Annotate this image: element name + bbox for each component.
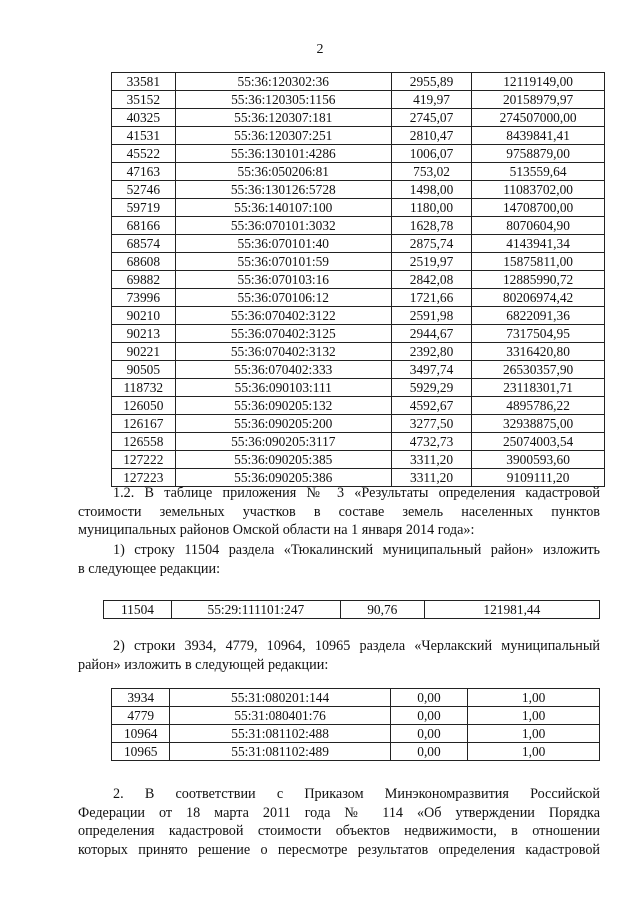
row-number-cell: 126558 [112,433,176,451]
cadastral-number-cell: 55:36:070402:3132 [175,343,391,361]
cadastral-value-cell: 15875811,00 [472,253,605,271]
cadastral-value-cell: 20158979,97 [472,91,605,109]
cadastral-value-cell: 9758879,00 [472,145,605,163]
paragraph-section-2 [78,785,600,859]
area-cell: 4732,73 [391,433,471,451]
area-cell: 0,00 [390,743,468,761]
cadastral-value-cell: 12885990,72 [472,271,605,289]
table-row [112,145,605,163]
row-number-cell: 40325 [112,109,176,127]
row-number-cell: 126167 [112,415,176,433]
cadastral-number-cell: 55:36:120305:1156 [175,91,391,109]
cadastral-number-cell: 55:36:070103:16 [175,271,391,289]
paragraph-line: муниципальных районов Омской области на 1 января 2014 года»: [78,522,475,538]
cadastral-number-cell: 55:36:090103:111 [175,379,391,397]
paragraph-1-2 [78,484,600,540]
row-number-cell: 10965 [112,743,170,761]
cadastral-value-cell: 8439841,41 [472,127,605,145]
row-number-cell: 126050 [112,397,176,415]
cadastral-value-cell: 23118301,71 [472,379,605,397]
paragraph-item-1 [78,541,600,578]
area-cell: 1006,07 [391,145,471,163]
cadastral-value-cell: 25074003,54 [472,433,605,451]
paragraph-line: Федерации от 18 марта 2011 года № 114 «Об утверждении Порядка [78,804,600,821]
paragraph-line: которых принято решение о пересмотре результатов определения кадастровой [78,841,600,858]
table-row [112,343,605,361]
row-number-cell: 68166 [112,217,176,235]
cadastral-number-cell: 55:36:070402:3125 [175,325,391,343]
table-row [112,217,605,235]
cadastral-value-cell: 4143941,34 [472,235,605,253]
area-cell: 2392,80 [391,343,471,361]
cadastral-value-cell: 4895786,22 [472,397,605,415]
table-row [112,307,605,325]
area-cell: 2842,08 [391,271,471,289]
row-number-cell: 35152 [112,91,176,109]
paragraph-item-2 [78,637,600,674]
cadastral-number-cell: 55:31:081102:488 [170,725,390,743]
area-cell: 3497,74 [391,361,471,379]
area-cell: 5929,29 [391,379,471,397]
cadastral-value-cell: 11083702,00 [472,181,605,199]
row-number-cell: 127222 [112,451,176,469]
row-number-cell: 33581 [112,73,176,91]
paragraph-line: 1.2. В таблице приложения № 3 «Результаты определения кадастровой [113,485,600,501]
cadastral-number-cell: 55:31:080401:76 [170,707,390,725]
cadastral-number-cell: 55:36:050206:81 [175,163,391,181]
cadastral-number-cell: 55:36:140107:100 [175,199,391,217]
area-cell: 2944,67 [391,325,471,343]
cadastral-value-cell: 32938875,00 [472,415,605,433]
tyukalinsky-row-table-body [104,601,600,619]
cadastral-value-table [111,72,605,487]
cadastral-value-cell: 12119149,00 [472,73,605,91]
cadastral-value-cell: 14708700,00 [472,199,605,217]
cadastral-number-cell: 55:36:070402:333 [175,361,391,379]
table-row [104,601,600,619]
row-number-cell: 73996 [112,289,176,307]
cadastral-number-cell: 55:36:070101:40 [175,235,391,253]
cadastral-number-cell: 55:36:090205:132 [175,397,391,415]
area-cell: 2955,89 [391,73,471,91]
area-cell: 753,02 [391,163,471,181]
area-cell: 3311,20 [391,469,471,487]
row-number-cell: 10964 [112,725,170,743]
table-row [112,91,605,109]
row-number-cell: 59719 [112,199,176,217]
cadastral-value-cell: 26530357,90 [472,361,605,379]
row-number-cell: 90210 [112,307,176,325]
table-row [112,433,605,451]
cadastral-value-cell: 121981,44 [424,601,599,619]
cadastral-number-cell: 55:36:090205:200 [175,415,391,433]
table-row [112,689,600,707]
paragraph-line: район» изложить в следующей редакции: [78,656,329,673]
cadastral-value-cell: 8070604,90 [472,217,605,235]
table-row [112,743,600,761]
cadastral-number-cell: 55:36:120307:181 [175,109,391,127]
cadastral-value-cell: 6822091,36 [472,307,605,325]
paragraph-line: стоимости земельных участков в составе земель населенных пунктов [78,503,600,520]
table-row [112,379,605,397]
row-number-cell: 118732 [112,379,176,397]
cadastral-number-cell: 55:36:070402:3122 [175,307,391,325]
table-row [112,109,605,127]
area-cell: 3277,50 [391,415,471,433]
tyukalinsky-row-table [103,600,600,619]
table-row [112,289,605,307]
cadastral-number-cell: 55:36:090205:385 [175,451,391,469]
table-row [112,397,605,415]
row-number-cell: 47163 [112,163,176,181]
area-cell: 1498,00 [391,181,471,199]
cherlaksky-rows-table [111,688,600,761]
cadastral-value-cell: 1,00 [468,689,600,707]
area-cell: 90,76 [340,601,424,619]
cadastral-number-cell: 55:31:081102:489 [170,743,390,761]
cadastral-value-cell: 80206974,42 [472,289,605,307]
cadastral-number-cell: 55:36:070101:59 [175,253,391,271]
table-row [112,325,605,343]
area-cell: 419,97 [391,91,471,109]
cadastral-number-cell: 55:36:090205:3117 [175,433,391,451]
cadastral-number-cell: 55:36:090205:386 [175,469,391,487]
cadastral-value-cell: 3900593,60 [472,451,605,469]
row-number-cell: 69882 [112,271,176,289]
cadastral-number-cell: 55:36:070101:3032 [175,217,391,235]
page-number: 2 [316,42,324,57]
area-cell: 2875,74 [391,235,471,253]
cadastral-value-cell: 3316420,80 [472,343,605,361]
cadastral-number-cell: 55:29:111101:247 [171,601,340,619]
table-row [112,235,605,253]
area-cell: 0,00 [390,707,468,725]
area-cell: 1721,66 [391,289,471,307]
cadastral-number-cell: 55:36:130101:4286 [175,145,391,163]
cadastral-value-cell: 1,00 [468,725,600,743]
area-cell: 1628,78 [391,217,471,235]
cadastral-value-cell: 7317504,95 [472,325,605,343]
cadastral-number-cell: 55:36:120307:251 [175,127,391,145]
table-row [112,451,605,469]
paragraph-line: в следующее редакции: [78,560,221,577]
cadastral-value-cell: 1,00 [468,743,600,761]
table-row [112,725,600,743]
cadastral-value-cell: 274507000,00 [472,109,605,127]
table-row [112,415,605,433]
row-number-cell: 90213 [112,325,176,343]
area-cell: 1180,00 [391,199,471,217]
area-cell: 2591,98 [391,307,471,325]
table-row [112,707,600,725]
row-number-cell: 127223 [112,469,176,487]
cadastral-number-cell: 55:31:080201:144 [170,689,390,707]
paragraph-line: 2. В соответствии с Приказом Минэкономразвития Российской [113,786,600,802]
cadastral-number-cell: 55:36:130126:5728 [175,181,391,199]
row-number-cell: 90505 [112,361,176,379]
cadastral-number-cell: 55:36:120302:36 [175,73,391,91]
area-cell: 2519,97 [391,253,471,271]
cadastral-value-cell: 9109111,20 [472,469,605,487]
area-cell: 2810,47 [391,127,471,145]
cherlaksky-rows-table-body [112,689,600,761]
table-row [112,127,605,145]
paragraph-line: 2) строки 3934, 4779, 10964, 10965 раздела «Черлакский муниципальный [113,638,600,654]
area-cell: 4592,67 [391,397,471,415]
area-cell: 0,00 [390,725,468,743]
paragraph-line: 1) строку 11504 раздела «Тюкалинский муниципальный район» изложить [113,542,600,558]
row-number-cell: 68608 [112,253,176,271]
table-row [112,253,605,271]
row-number-cell: 68574 [112,235,176,253]
table-row [112,163,605,181]
row-number-cell: 41531 [112,127,176,145]
table-row [112,271,605,289]
table-row [112,181,605,199]
area-cell: 0,00 [390,689,468,707]
cadastral-value-cell: 1,00 [468,707,600,725]
row-number-cell: 11504 [104,601,172,619]
table-row [112,199,605,217]
area-cell: 2745,07 [391,109,471,127]
table-row [112,73,605,91]
cadastral-value-cell: 513559,64 [472,163,605,181]
row-number-cell: 4779 [112,707,170,725]
row-number-cell: 90221 [112,343,176,361]
row-number-cell: 45522 [112,145,176,163]
cadastral-value-table-body [112,73,605,487]
area-cell: 3311,20 [391,451,471,469]
row-number-cell: 52746 [112,181,176,199]
cadastral-number-cell: 55:36:070106:12 [175,289,391,307]
paragraph-line: определения кадастровой стоимости объектов недвижимости, в отношении [78,823,600,839]
row-number-cell: 3934 [112,689,170,707]
table-row [112,361,605,379]
